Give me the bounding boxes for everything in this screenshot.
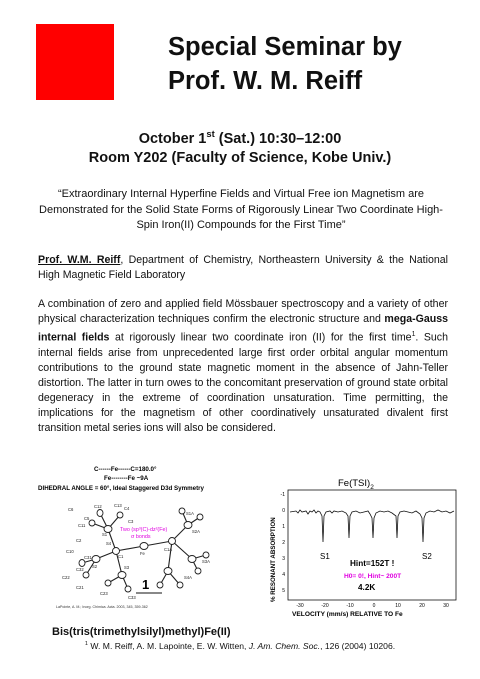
x-tick-labels [296,603,449,609]
svg-text:S1: S1 [102,532,108,537]
atom-labels [62,503,210,600]
footnote [0,641,480,651]
svg-text:C13: C13 [114,503,122,508]
svg-text:C23: C23 [100,591,108,596]
red-logo-block [36,24,114,100]
svg-text:3: 3 [282,556,285,562]
svg-text:C10: C10 [66,549,74,554]
abstract-bold: mega-Gauss internal fields [38,313,448,344]
speaker-name: Prof. W.M. Reiff [38,254,121,266]
compound-number: 1 [142,577,150,592]
talk-title: “Extraordinary Internal Hyperfine Fields and Virtual Free ion Magnetism are Demonstrated for the Solid State Forms of Rigorously Linear Two Coordinate High-Spin Iron(II) Compounds for the First Time” [39,188,443,231]
svg-text:C33: C33 [128,595,136,600]
svg-text:S2: S2 [92,564,98,569]
svg-text:C6: C6 [68,507,74,512]
svg-text:-20: -20 [321,603,329,609]
molecular-structure-figure [36,463,248,628]
svg-text:S4A: S4A [184,575,192,580]
bond-label-1: Two (sp³(C)-dz²(Fe) [120,527,168,533]
svg-text:C3: C3 [128,519,134,524]
date-text: October 1 [138,130,207,147]
speaker-affiliation: , Department of Chemistry, Northeastern University & the National High Magnetic Field Laboratory [38,254,448,281]
abstract-part-3: . Such internal fields arise from unprecedented large first order orbital angular momentum contributions to the ground state magnetic moment in the absence of Jahn-Teller distortion. The latter in turn owes to the concomitant preservation of ground state orbital degeneracy in the extreme of coordination unsaturation. Time permitting, the implications for the magnetism of other coordinatively unsaturated divalent first transition metal series ions will also be considered. [38,331,448,434]
svg-text:C22: C22 [62,575,70,580]
figure-reference: LaPointe, A. M.; Inorg. Chimica. Acta. 2003, 345, 359-362 [56,605,148,609]
svg-text:-30: -30 [296,603,304,609]
date-suffix: st [206,128,215,139]
svg-text:C21: C21 [76,585,84,590]
svg-text:0: 0 [282,508,285,514]
svg-text:Fe: Fe [140,551,145,556]
temperature-label: 4.2K [358,583,376,592]
svg-text:C5: C5 [84,516,90,521]
h0-label: H0= 0!, Hint~ 200T [344,573,402,580]
svg-text:5: 5 [282,588,285,594]
spectrum-xlabel: VELOCITY (mm/s) RELATIVE TO Fe [292,611,403,618]
svg-text:C11: C11 [78,523,86,528]
hint-label: Hint=152T ! [350,559,395,568]
svg-text:C1A: C1A [164,547,173,552]
footnote-marker: 1 [84,641,88,648]
fig-line-3: DIHEDRAL ANGLE = 60°, Ideal Staggered D3d Symmetry [38,485,204,492]
svg-text:-10: -10 [346,603,354,609]
svg-text:10: 10 [395,603,401,609]
svg-text:2: 2 [282,540,285,546]
svg-text:4: 4 [282,572,285,578]
svg-text:S3: S3 [124,565,130,570]
abstract-footnote-marker: 1 [411,331,416,338]
page-title [168,30,468,98]
svg-text:-1: -1 [280,492,285,498]
svg-text:C4: C4 [124,506,130,511]
abstract-part-1: A combination of zero and applied field Mössbauer spectroscopy and a variety of other physical characterization techniques confirm the electronic structure and [38,298,448,325]
svg-text:C1: C1 [118,554,124,559]
footnote-authors: W. M. Reiff, A. M. Lapointe, E. W. Witten, [87,641,249,651]
s1-label: S1 [320,552,330,561]
fig-line-2: Fe--------Fe ~9A [104,475,149,482]
svg-text:S1A: S1A [186,511,194,516]
footnote-details: , 126 (2004) 10206. [320,641,396,651]
event-room: Room Y202 (Faculty of Science, Kobe Univ.) [88,150,392,166]
svg-text:C2: C2 [76,538,82,543]
svg-text:30: 30 [443,603,449,609]
svg-text:C32: C32 [76,567,84,572]
svg-text:1: 1 [282,524,285,530]
spectrum-title: $Fe(TSI)_2$ [338,478,374,491]
y-tick-labels [281,492,286,594]
bond-label-2: σ bonds [131,534,151,540]
svg-text:S3A: S3A [202,559,210,564]
svg-text:S2A: S2A [192,529,200,534]
s2-label: S2 [422,552,432,561]
svg-text:20: 20 [419,603,425,609]
figure-caption: Bis(tris(trimethylsilyl)methyl)Fe(II) [52,626,231,638]
abstract [38,297,448,436]
spectrum-ylabel: % RESONANT ABSORPTION [270,517,277,602]
title-line-1: Special Seminar by [168,33,402,61]
svg-text:S4: S4 [106,541,112,546]
abstract-part-2: at rigorously linear two coordinate iron (II) for the first time [109,331,412,344]
svg-text:C31: C31 [84,555,92,560]
speaker-info [38,253,448,283]
title-line-2: Prof. W. M. Reiff [168,67,363,95]
footnote-journal: J. Am. Chem. Soc. [248,641,321,651]
svg-text:0: 0 [372,603,376,609]
event-date [0,128,480,147]
mossbauer-spectrum-figure [262,476,462,618]
svg-text:C12: C12 [94,504,102,509]
date-time-text: (Sat.) 10:30–12:00 [214,130,342,147]
spectrum-trace [290,510,454,542]
fig-line-1: C------Fe------C=180.0° [94,466,157,473]
